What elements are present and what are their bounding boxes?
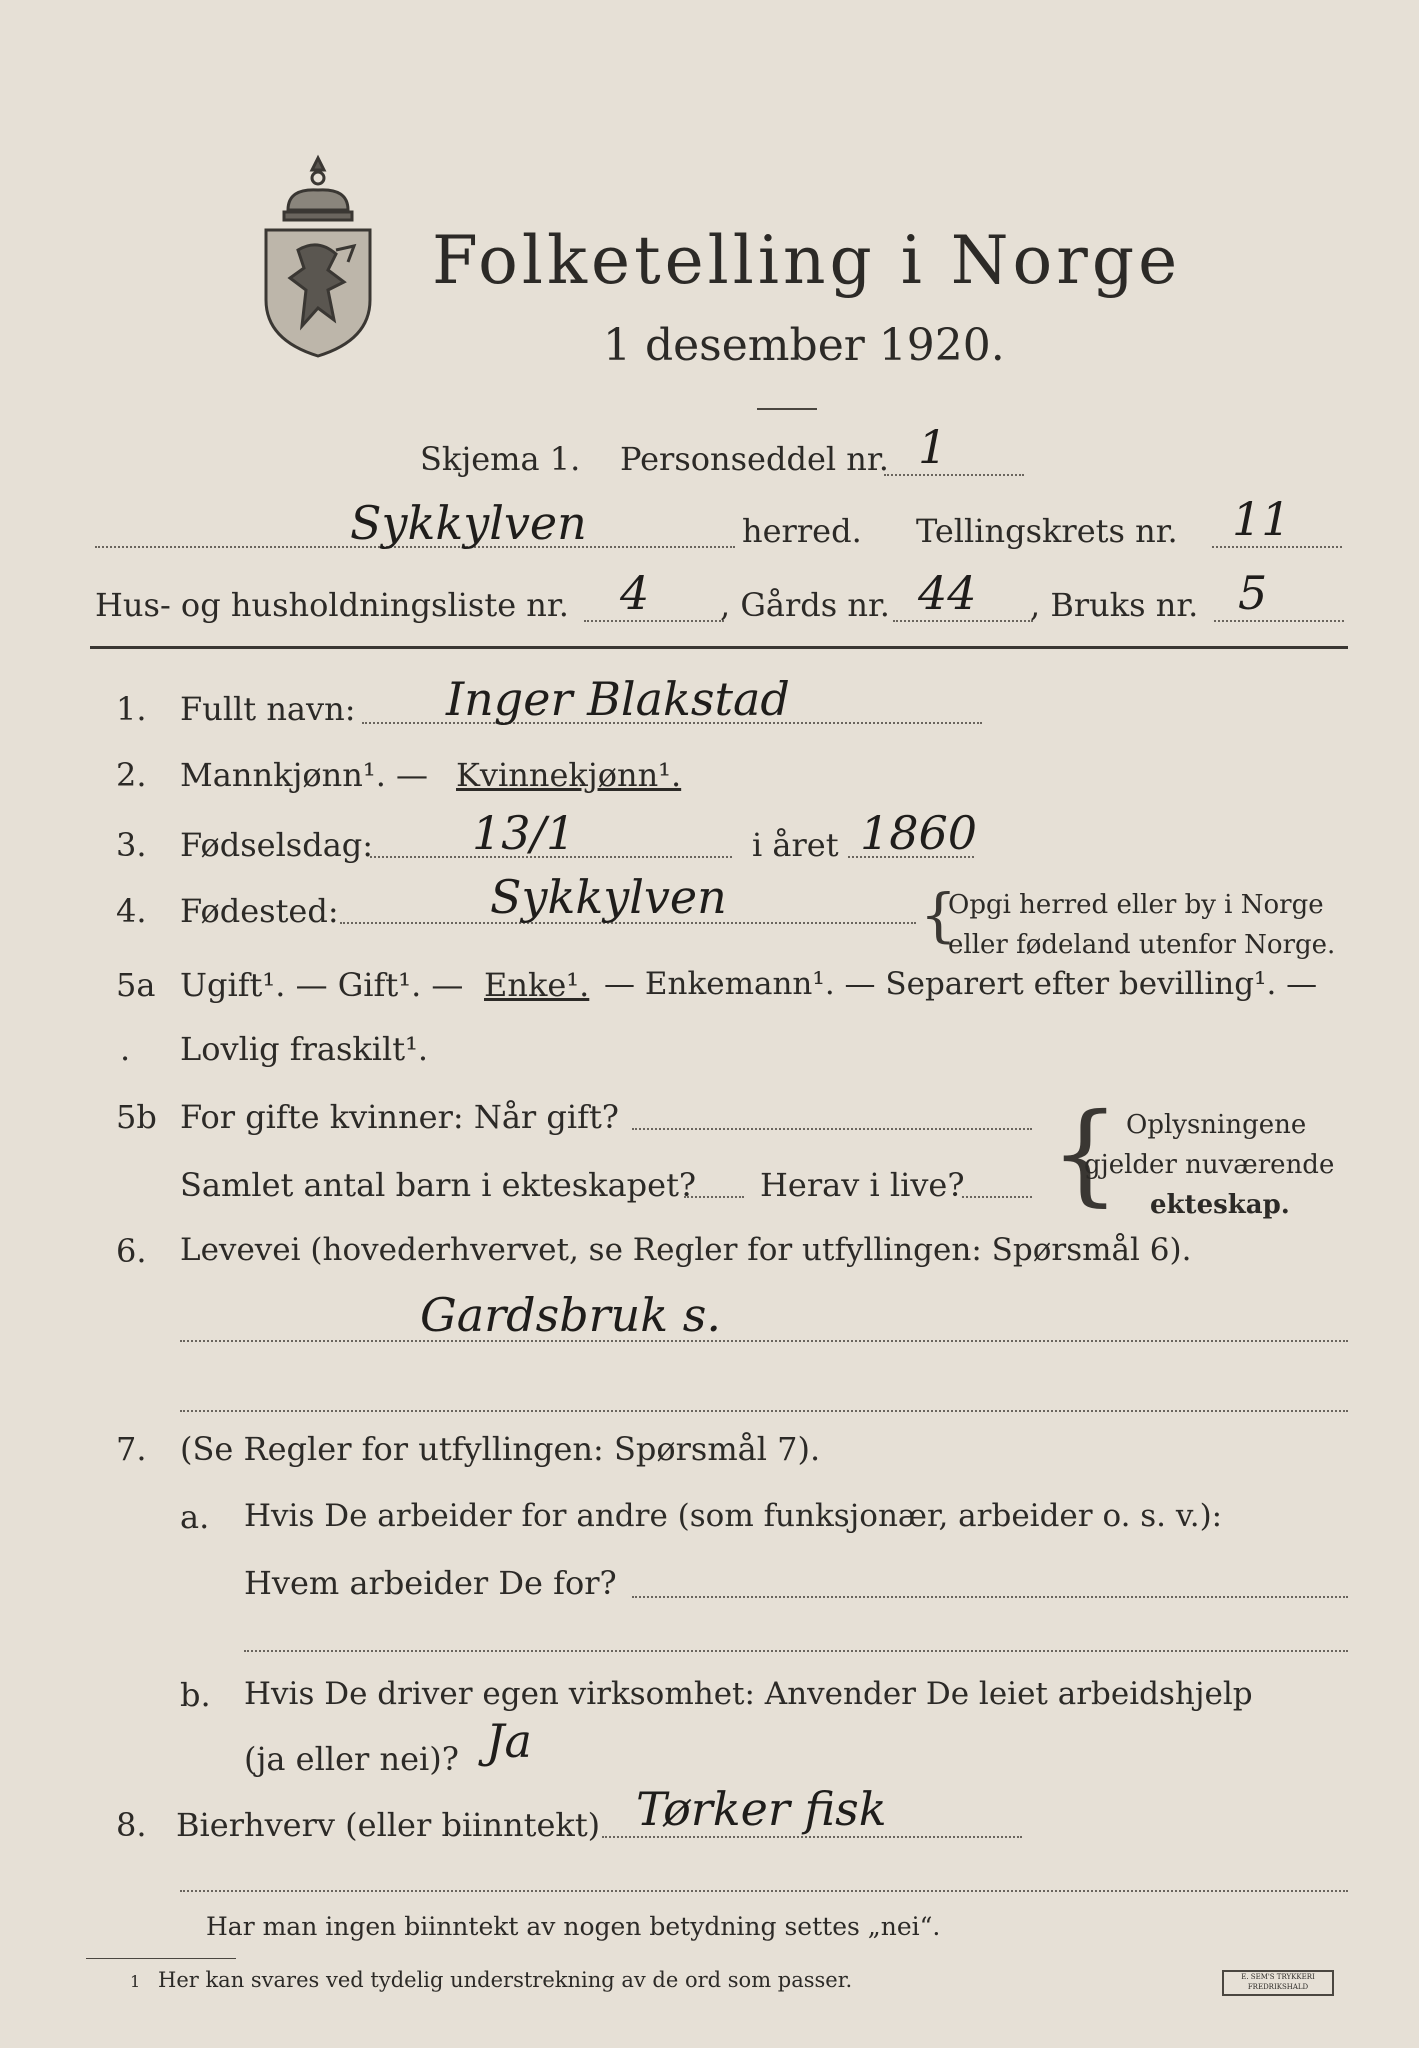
q2-male: Mannkjønn¹. — [180,756,429,794]
q5a-number: 5a [116,966,156,1004]
printer-stamp-text: E. SEM'S TRYKKERI FREDRIKSHALD [1241,1973,1315,1991]
q2-number: 2. [116,756,147,794]
tellingskrets-value: 11 [1232,492,1291,546]
q3-year-value: 1860 [860,806,978,860]
q2-female: Kvinnekjønn¹. [456,756,682,794]
q3-number: 3. [116,826,147,864]
section-divider-top [90,646,1348,649]
personseddel-label: Personseddel nr. [620,440,889,478]
q7-label: (Se Regler for utfyllingen: Spørsmål 7). [180,1430,821,1468]
q6-line2 [180,1410,1348,1412]
q5b-number: 5b [116,1098,157,1136]
q8-line [602,1836,1022,1838]
q5a-part2: — Enkemann¹. — Separert efter bevilling¹. — [604,966,1318,1002]
q7b-letter: b. [180,1676,211,1714]
tellingskrets-label: Tellingskrets nr. [916,512,1178,550]
q7a-label2: Hvem arbeider De for? [244,1564,617,1602]
q5a-enke: Enke¹. [484,966,590,1004]
q5b-label1: For gifte kvinner: Når gift? [180,1098,619,1136]
q5a-line2: Lovlig fraskilt¹. [180,1030,429,1068]
q8-number: 8. [116,1806,147,1844]
q3-label: Fødselsdag: [180,826,374,864]
skjema-label: Skjema 1. [420,440,581,478]
q7b-label2: (ja eller nei)? [244,1740,459,1778]
bruks-value: 5 [1238,566,1268,620]
personseddel-line [884,474,1024,476]
q7a-letter: a. [180,1498,210,1536]
q5b-alive-line [962,1196,1032,1198]
footnote-mark: 1 [130,1972,141,1991]
q5b-note-line3: ekteskap. [1150,1190,1290,1220]
footer-note: Har man ingen biinntekt av nogen betydning settes „nei“. [206,1912,941,1941]
printer-stamp [1222,1970,1334,1996]
gards-line [893,620,1033,622]
q7b-value: Ja [486,1714,532,1768]
hus-value: 4 [620,566,650,620]
herred-value: Sykkylven [350,496,587,550]
q7-number: 7. [116,1430,147,1468]
coat-of-arms [258,150,378,364]
q4-note-line2: eller fødeland utenfor Norge. [948,930,1336,960]
q5b-label2: Samlet antal barn i ekteskapet? [180,1166,697,1204]
q8-label: Bierhverv (eller biinntekt) [176,1806,601,1844]
q3-year-label: i året [752,826,839,864]
tellingskrets-line [1212,546,1342,548]
page-title: Folketelling i Norge [432,222,1182,299]
q3-value: 13/1 [472,806,576,860]
gards-value: 44 [918,566,977,620]
q5a-dot: . [120,1030,131,1068]
personseddel-value: 1 [918,420,948,474]
q1-label: Fullt navn: [180,690,356,728]
q5a-part1: Ugift¹. — Gift¹. — [180,966,464,1004]
q4-brace: { [920,881,957,949]
q6-number: 6. [116,1232,147,1270]
gards-label: , Gårds nr. [720,586,890,624]
q5b-married-line [632,1128,1032,1130]
q7a-label1: Hvis De arbeider for andre (som funksjonær, arbeider o. s. v.): [244,1498,1223,1534]
q1-value: Inger Blakstad [446,672,790,726]
q4-note-line1: Opgi herred eller by i Norge [948,890,1324,920]
header-divider [757,408,817,410]
q1-number: 1. [116,690,147,728]
q5b-label3: Herav i live? [760,1166,965,1204]
q4-number: 4. [116,892,147,930]
q4-label: Fødested: [180,892,339,930]
herred-label: herred. [742,512,862,550]
q5b-brace: { [1050,1089,1120,1217]
q8-line2 [180,1890,1348,1892]
q7b-label1: Hvis De driver egen virksomhet: Anvender De leiet arbeidshjelp [244,1676,1253,1712]
q5b-children-line [684,1196,744,1198]
hus-line [584,620,724,622]
footnote-divider [86,1958,236,1959]
q7a-line1 [632,1596,1348,1598]
q5b-note-line1: Oplysningene [1126,1110,1307,1140]
footnote-text: Her kan svares ved tydelig understrekning av de ord som passer. [158,1968,853,1992]
census-date: 1 desember 1920. [603,320,1005,371]
bruks-label: , Bruks nr. [1030,586,1199,624]
q8-value: Tørker fisk [636,1782,887,1836]
q5b-note-line2: gjelder nuværende [1084,1150,1335,1180]
q6-value: Gardsbruk s. [420,1288,721,1342]
q6-label: Levevei (hovederhvervet, se Regler for utfyllingen: Spørsmål 6). [180,1232,1192,1268]
q7a-line2 [244,1650,1348,1652]
q6-line1 [180,1340,1348,1342]
hus-label: Hus- og husholdningsliste nr. [95,586,569,624]
q4-value: Sykkylven [490,870,727,924]
bruks-line [1214,620,1344,622]
